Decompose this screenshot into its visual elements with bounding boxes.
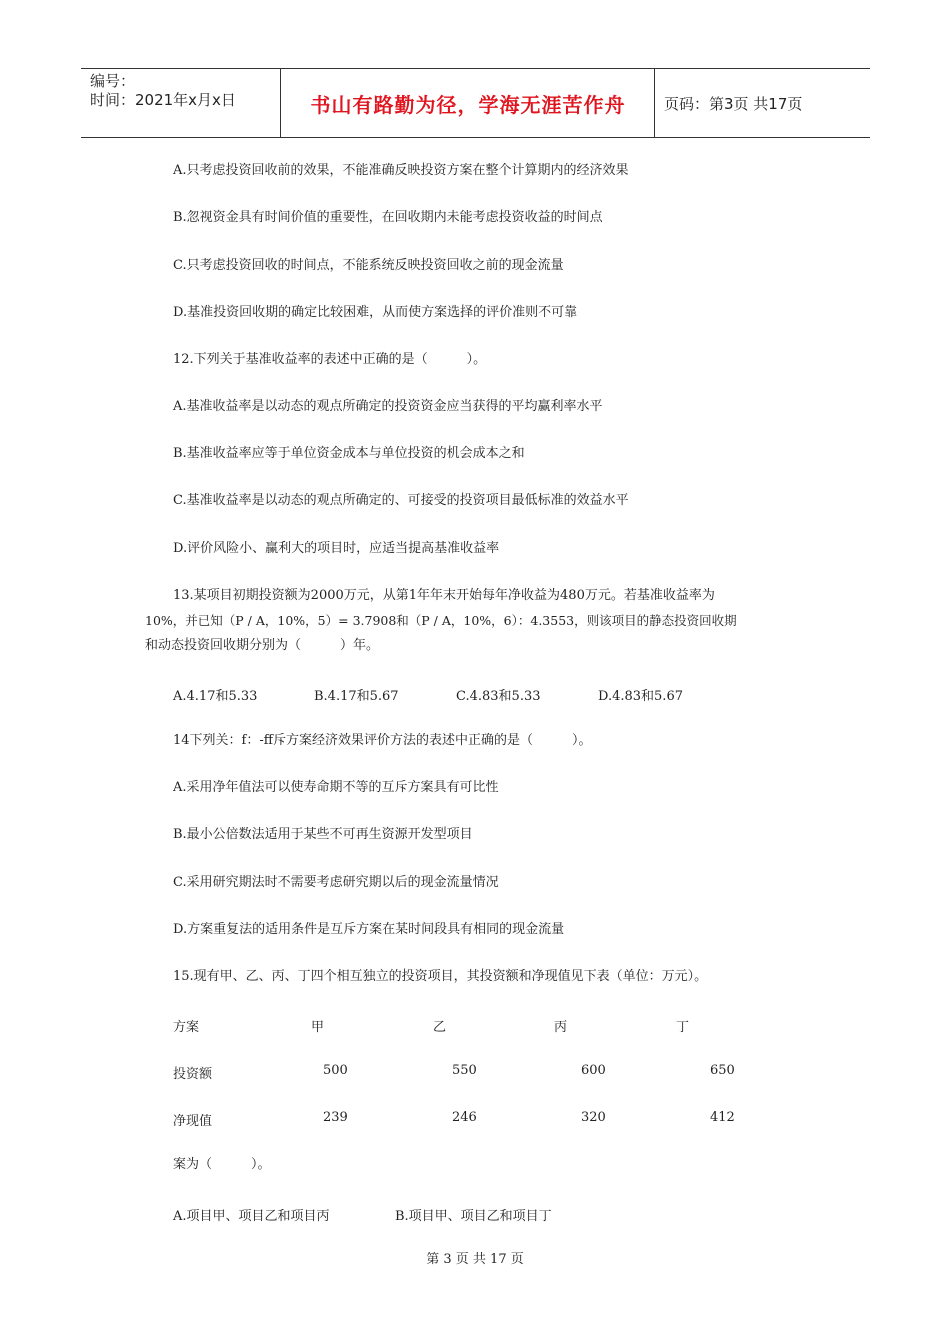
- table-cell: 600: [581, 1063, 606, 1078]
- table-header: 甲: [311, 1020, 325, 1035]
- table-cell: 净现值: [173, 1114, 213, 1129]
- text-line: B.基准收益率应等于单位资金成本与单位投资的机会成本之和: [173, 446, 525, 461]
- question-15: 15.现有甲、乙、丙、丁四个相互独立的投资项目，其投资额和净现值见下表（单位：万元）。: [173, 969, 708, 984]
- table-cell: 650: [710, 1063, 735, 1078]
- text-line: B.忽视资金具有时间价值的重要性，在回收期内未能考虑投资收益的时间点: [173, 210, 603, 225]
- table-header: 丙: [554, 1020, 568, 1035]
- text-line: D.基准投资回收期的确定比较困难，从而使方案选择的评价准则不可靠: [173, 305, 578, 320]
- text-line: B.最小公倍数法适用于某些不可再生资源开发型项目: [173, 827, 473, 842]
- q13-option: A.4.17和5.33: [173, 689, 258, 704]
- table-cell: 320: [581, 1110, 606, 1125]
- table-header: 乙: [433, 1020, 447, 1035]
- text-line: C.采用研究期法时不需要考虑研究期以后的现金流量情况: [173, 875, 499, 890]
- q13-option: D.4.83和5.67: [598, 689, 683, 704]
- table-cell: 投资额: [173, 1067, 213, 1082]
- text-line: C.只考虑投资回收的时间点，不能系统反映投资回收之前的现金流量: [173, 258, 564, 273]
- q15-option: B.项目甲、项目乙和项目丁: [395, 1209, 552, 1224]
- text-line: C.基准收益率是以动态的观点所确定的、可接受的投资项目最低标准的效益水平: [173, 493, 629, 508]
- text-line: D.评价风险小、赢利大的项目时，应适当提高基准收益率: [173, 541, 500, 556]
- table-cell: 239: [323, 1110, 348, 1125]
- page-header: [81, 68, 870, 138]
- question-14: 14下列关：f：-ff斥方案经济效果评价方法的表述中正确的是（ ）。: [173, 733, 592, 748]
- question-12: 12.下列关于基准收益率的表述中正确的是（ ）。: [173, 352, 487, 367]
- text-line: A.只考虑投资回收前的效果，不能准确反映投资方案在整个计算期内的经济效果: [173, 163, 629, 178]
- table-header: 丁: [676, 1020, 690, 1035]
- table-cell: 412: [710, 1110, 735, 1125]
- header-motto: 书山有路勤为径，学海无涯苦作舟: [282, 69, 655, 137]
- number-label: 编号：: [90, 72, 136, 90]
- text-line: 和动态投资回收期分别为（ ）年。: [145, 638, 380, 653]
- q13-option: C.4.83和5.33: [456, 689, 541, 704]
- table-header: 方案: [173, 1020, 200, 1035]
- table-cell: 550: [452, 1063, 477, 1078]
- header-meta: [81, 69, 281, 137]
- question-13: 13.某项目初期投资额为2000万元，从第1年年末开始每年净收益为480万元。若基准收益率为: [173, 588, 715, 603]
- table-cell: 500: [323, 1063, 348, 1078]
- page-footer: 第 3 页 共 17 页: [426, 1252, 524, 1267]
- text-line: A.基准收益率是以动态的观点所确定的投资资金应当获得的平均赢利率水平: [173, 399, 603, 414]
- text-line: A.采用净年值法可以使寿命期不等的互斥方案具有可比性: [173, 780, 499, 795]
- text-line: 10%，并已知（P / A，10%，5）= 3.7908和（P / A，10%，6）：4.3553，则该项目的静态投资回收期: [145, 613, 737, 628]
- q15-option: A.项目甲、项目乙和项目丙: [173, 1209, 330, 1224]
- text-line: D.方案重复法的适用条件是互斥方案在某时间段具有相同的现金流量: [173, 922, 565, 937]
- header-page-info: 页码：第3页 共17页: [664, 94, 803, 113]
- q13-option: B.4.17和5.67: [314, 689, 399, 704]
- text-line: 案为（ ）。: [173, 1157, 271, 1172]
- time-label: 时间：2021年x月x日: [90, 91, 236, 109]
- table-cell: 246: [452, 1110, 477, 1125]
